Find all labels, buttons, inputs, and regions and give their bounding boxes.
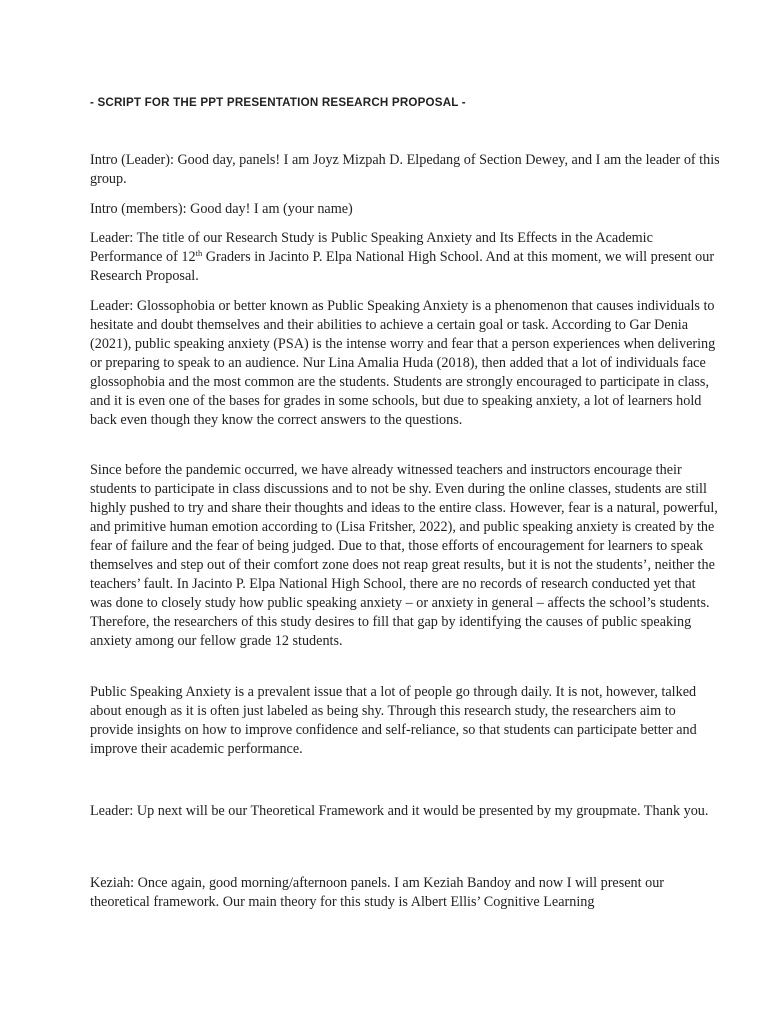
paragraph-research-title bbox=[90, 229, 720, 286]
research-title-text-end: Graders in Jacinto P. Elpa National High School. And at this moment, we will present our Research Proposal. bbox=[90, 249, 715, 284]
paragraph-prevalent-issue: Public Speaking Anxiety is a prevalent issue that a lot of people go through daily. It is not, however, talked about enough as it is often just labeled as being shy. Through this research study, the researchers aim to provide insights on how to improve confidence and self-reliance, so that students can participate better and improve their academic performance. bbox=[90, 684, 697, 757]
ordinal-superscript: th bbox=[195, 248, 203, 258]
paragraph-up-next: Leader: Up next will be our Theoretical Framework and it would be presented by my groupmate. Thank you. bbox=[90, 803, 709, 819]
paragraph-glossophobia: Leader: Glossophobia or better known as Public Speaking Anxiety is a phenomenon that causes individuals to hesitate and doubt themselves and their abilities to achieve a certain goal or task. According to Gar Denia (2021), public speaking anxiety (PSA) is the intense worry and fear that a person experiences when delivering or preparing to speak to an audience. Nur Lina Amalia Huda (2018), then added that a lot of individuals face glossophobia and the most common are the students. Students are strongly encouraged to participate in class, and it is even one of the bases for grades in some schools, but due to speaking anxiety, a lot of learners hold back even though they know the correct answers to the questions. bbox=[90, 298, 716, 428]
paragraph-keziah: Keziah: Once again, good morning/afternoon panels. I am Keziah Bandoy and now I will present our theoretical framework. Our main theory for this study is Albert Ellis’ Cognitive Learning bbox=[90, 875, 665, 910]
research-title-text-start: Leader: The title of our Research Study is Public Speaking Anxiety and Its Effects in the Academic Performance of 12 bbox=[90, 230, 653, 265]
paragraph-intro-leader: Intro (Leader): Good day, panels! I am Joyz Mizpah D. Elpedang of Section Dewey, and I am the leader of this group. bbox=[90, 152, 720, 187]
paragraph-intro-members: Intro (members): Good day! I am (your name) bbox=[90, 201, 353, 217]
paragraph-pandemic: Since before the pandemic occurred, we have already witnessed teachers and instructors encourage their students to participate in class discussions and to not be shy. Even during the online classes, students are still highly pushed to try and share their thoughts and ideas to the entire class. However, fear is a natural, powerful, and primitive human emotion according to (Lisa Fritsher, 2022), and public speaking anxiety is created by the fear of failure and the fear of being judged. Due to that, those efforts of encouragement for learners to speak themselves and step out of their comfort zone does not reap great results, but it is not the students’, neither the teachers’ fault. In Jacinto P. Elpa National High School, there are no records of research conducted yet that was done to closely study how public speaking anxiety – or anxiety in general – affects the school’s students. Therefore, the researchers of this study desires to fill that gap by identifying the causes of public speaking anxiety among our fellow grade 12 students. bbox=[90, 462, 718, 649]
document-title: - SCRIPT FOR THE PPT PRESENTATION RESEARCH PROPOSAL - bbox=[90, 96, 466, 109]
